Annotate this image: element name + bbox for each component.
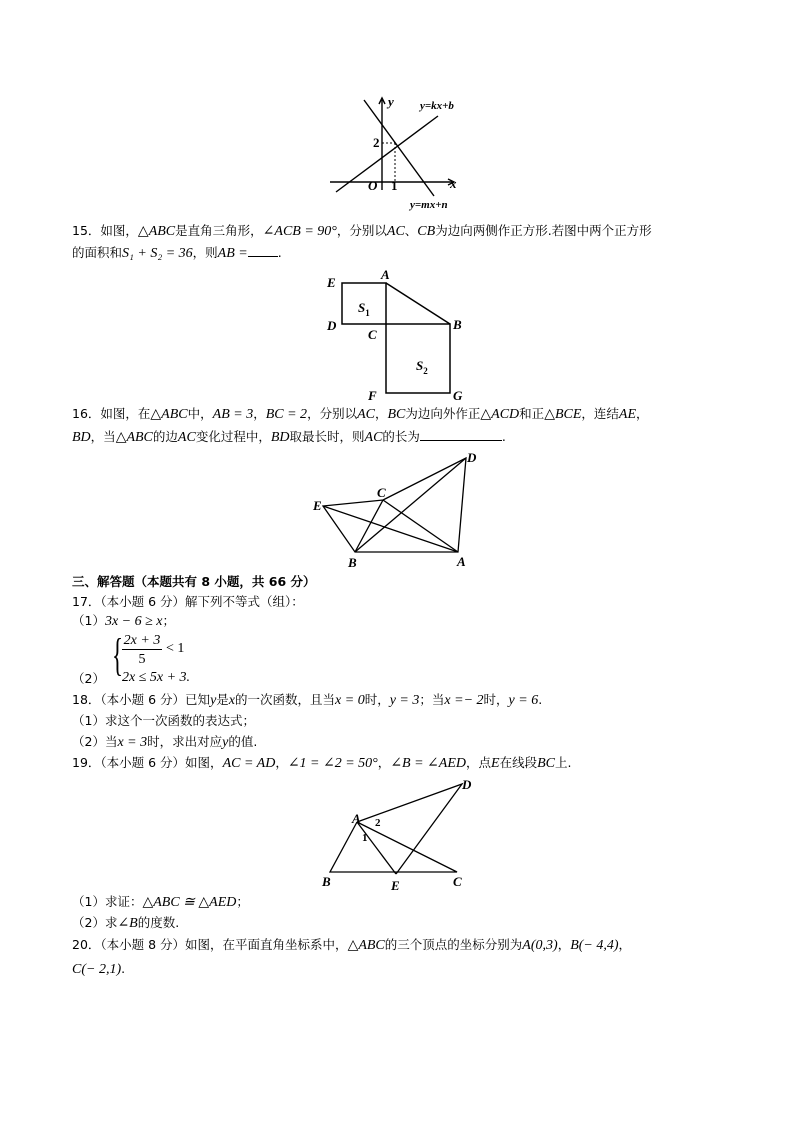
segment-ea: [323, 506, 458, 552]
text-segment: 时，: [483, 692, 509, 707]
text-segment: 16．如图，在: [72, 406, 151, 421]
figure-equilateral-triangles: [323, 458, 466, 552]
segment-ae: [357, 822, 396, 874]
text-segment: ，连结: [581, 406, 619, 421]
math-expression: ∠1 = ∠2 = 50°: [287, 756, 378, 771]
label-y: y: [388, 94, 394, 109]
math-expression: AB =: [217, 246, 248, 261]
label-B: B: [348, 555, 357, 570]
math-expression: x = 3: [117, 735, 148, 750]
label-E: E: [327, 275, 336, 290]
tick-2: 2: [373, 135, 380, 150]
text-segment: （2）求: [72, 915, 118, 930]
text-segment: （2）当: [72, 734, 118, 749]
text-segment: 15．如图，: [72, 223, 138, 238]
text-segment: 的一次函数，且当: [235, 692, 336, 707]
text-segment: 的值.: [228, 734, 258, 749]
outline: [323, 458, 466, 552]
math-expression: ∠ACB = 90°: [262, 224, 337, 239]
label-C: C: [377, 485, 386, 500]
text-segment: .: [121, 961, 126, 976]
fraction-numerator: 2x + 3: [123, 633, 161, 648]
text-segment: .: [501, 429, 506, 444]
segment-ca: [383, 500, 458, 552]
text-segment: 17．（本小题 6 分）解下列不等式（组）：: [72, 594, 304, 609]
text-segment: 三、解答题（本题共有 8 小题，共 66 分）: [72, 574, 316, 589]
math-expression: AC: [364, 430, 383, 445]
text-segment: 和正: [519, 406, 545, 421]
label-x: x: [450, 176, 457, 191]
math-expression: x: [228, 693, 236, 708]
text-segment: ；: [236, 894, 249, 909]
label-C: C: [368, 327, 377, 342]
math-expression: BC: [537, 756, 555, 771]
label-D: D: [327, 318, 337, 333]
math-expression: x =− 2: [444, 693, 484, 708]
text-segment: .: [277, 245, 282, 260]
math-expression: △ABC: [347, 938, 385, 953]
label-S2: $S_2$: [416, 358, 428, 376]
text-segment: ，: [374, 406, 388, 421]
math-expression: BC = 2: [265, 407, 308, 422]
text-segment: 变化过程中，: [195, 429, 271, 444]
brace: {: [112, 629, 124, 680]
label-line-kx-b: y=kx+b: [420, 100, 454, 112]
second-inequality: 2x ≤ 5x + 3.: [122, 670, 191, 685]
math-expression: △ABC ≅ △AED: [142, 895, 237, 910]
label-D: D: [467, 450, 477, 465]
math-expression: ∠B = ∠AED: [390, 756, 466, 771]
text-segment: ，当: [90, 429, 116, 444]
math-expression: E: [491, 756, 500, 771]
text-segment: 在线段: [499, 755, 538, 770]
segment-bd: [355, 458, 466, 552]
text-segment: 上.: [554, 755, 572, 770]
text-segment: 中，: [187, 406, 213, 421]
label-E: E: [313, 498, 322, 513]
math-expression: A(0,3): [522, 938, 558, 953]
text-segment: 是直角三角形，: [175, 223, 263, 238]
text-segment: ，: [275, 755, 288, 770]
text-segment: ，: [377, 755, 391, 770]
label-B: B: [322, 874, 331, 889]
math-expression: y: [222, 735, 229, 750]
math-expression: BD: [270, 430, 290, 445]
text-segment: ，点: [466, 755, 492, 770]
triangle-abc: [330, 822, 457, 872]
math-expression: ∠B: [117, 916, 138, 931]
text-segment: 时，求出对应: [147, 734, 223, 749]
figure-triangles-abc-aed: [330, 784, 462, 874]
text-segment: 的长为: [382, 429, 420, 444]
math-expression: AC = AD: [222, 756, 276, 771]
text-segment: .: [538, 692, 543, 707]
label-S1: $S_1$: [358, 300, 370, 318]
math-expression: AB = 3: [212, 407, 254, 422]
text-segment: 时，: [364, 692, 390, 707]
math-expression: △: [137, 224, 149, 239]
text-segment: 的度数.: [137, 915, 180, 930]
math-expression: y = 6: [508, 693, 539, 708]
label-D: D: [462, 777, 472, 792]
math-expression: 3x − 6 ≥ x: [104, 614, 163, 629]
text-segment: 20．（本小题 8 分）如图，在平面直角坐标系中，: [72, 937, 348, 952]
text-segment: ，分别以: [307, 406, 358, 421]
text-segment: 是: [216, 692, 229, 707]
math-expression: x = 0: [335, 693, 365, 708]
text-segment: ，: [618, 937, 632, 952]
text-segment: 18．（本小题 6 分）已知: [72, 692, 211, 707]
text-segment: 的三个顶点的坐标分别为: [384, 937, 523, 952]
math-expression: CB: [417, 224, 436, 239]
math-expression: B(− 4,4): [570, 938, 619, 953]
segment-cb: [355, 500, 383, 552]
angle-2: 2: [375, 817, 381, 829]
angle-1: 1: [362, 832, 368, 844]
math-expression: S₁ + S₂ = 36: [122, 246, 193, 261]
text-segment: ，分别以: [336, 223, 387, 238]
text-segment: （1）求这个一次函数的表达式；: [72, 713, 255, 728]
label-origin: O: [368, 178, 378, 193]
label-C: C: [453, 874, 462, 889]
math-expression: C(− 2,1): [72, 962, 122, 977]
triangle-ade: [357, 784, 462, 874]
math-expression: AC: [357, 407, 375, 422]
label-line-mx-n: y=mx+n: [410, 199, 448, 211]
text-segment: ，则: [192, 245, 218, 260]
label-A: A: [352, 811, 361, 826]
text-segment: （1）: [72, 613, 105, 628]
text-segment: （2）: [72, 671, 105, 686]
text-segment: ，: [636, 406, 649, 421]
text-segment: ；: [162, 613, 176, 628]
math-expression: △ABC: [115, 430, 153, 445]
math-expression: △ACD: [480, 407, 520, 422]
math-expression: ABC: [148, 224, 176, 239]
math-expression: △ABC: [150, 407, 188, 422]
text-segment: 取最长时，则: [289, 429, 365, 444]
text-segment: ，: [253, 406, 266, 421]
math-expression: y: [210, 693, 217, 708]
label-F: F: [368, 388, 377, 403]
math-expression: △BCE: [544, 407, 582, 422]
text-segment: 为边向两侧作正方形.若图中两个正方形: [435, 223, 652, 238]
text-segment: 、: [404, 223, 418, 238]
text-segment: （1）求证：: [72, 894, 143, 909]
math-expression: AE: [618, 407, 637, 422]
label-G: G: [453, 388, 463, 403]
label-E: E: [391, 878, 400, 893]
math-expression: AC: [386, 224, 405, 239]
label-B: B: [453, 317, 462, 332]
math-expression: BC: [387, 407, 406, 422]
math-expression: AC: [177, 430, 196, 445]
text-segment: 19．（本小题 6 分）如图，: [72, 755, 223, 770]
tick-1: 1: [391, 178, 398, 193]
text-segment: ，: [557, 937, 571, 952]
text-segment: ；当: [419, 692, 445, 707]
text-segment: 的面积和: [72, 245, 123, 260]
text-segment: 为边向外作正: [405, 406, 481, 421]
relation-less-than-1: < 1: [166, 641, 185, 656]
segment-ab: [386, 283, 450, 324]
label-A: A: [381, 267, 390, 282]
fraction-denominator: 5: [138, 652, 146, 667]
text-segment: 的边: [152, 429, 178, 444]
math-expression: BD: [72, 430, 91, 445]
math-expression: y = 3: [389, 693, 420, 708]
label-A: A: [457, 554, 466, 569]
